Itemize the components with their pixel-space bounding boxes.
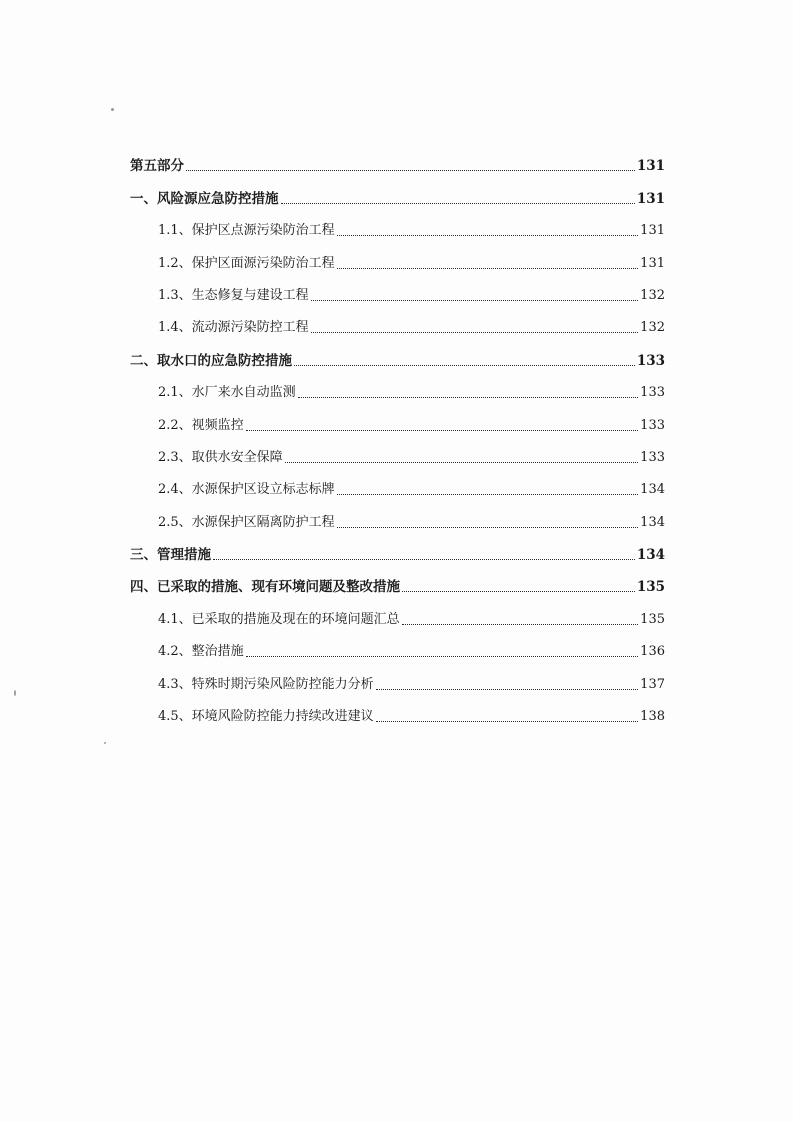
toc-dot-leader	[294, 365, 635, 366]
toc-dot-leader	[311, 332, 638, 333]
toc-entry-page: 133	[636, 352, 665, 369]
toc-entry-page: 134	[640, 482, 665, 498]
toc-entry[interactable]	[130, 336, 665, 368]
toc-dot-leader	[246, 656, 638, 657]
toc-dot-leader	[213, 559, 635, 560]
toc-dot-leader	[337, 527, 638, 528]
scan-speck	[14, 690, 16, 696]
toc-dot-leader	[337, 268, 638, 269]
toc-entry[interactable]	[130, 304, 665, 336]
toc-entry-title: 四、已采取的措施、现有环境问题及整改措施	[130, 579, 400, 596]
toc-entry-title: 2.5、水源保护区隔离防护工程	[158, 514, 335, 530]
toc-entry-page: 135	[636, 579, 665, 596]
toc-entry[interactable]	[130, 595, 665, 627]
toc-dot-leader	[311, 300, 638, 301]
toc-dot-leader	[298, 397, 638, 398]
toc-entry[interactable]	[130, 207, 665, 239]
toc-entry-title: 2.2、视频监控	[158, 417, 244, 433]
toc-entry-title: 三、管理措施	[130, 547, 211, 564]
toc-entry-title: 4.1、已采取的措施及现在的环境问题汇总	[158, 611, 400, 627]
toc-dot-leader	[337, 494, 638, 495]
toc-entry-title: 4.2、整治措施	[158, 644, 244, 660]
toc-entry-page: 134	[636, 547, 665, 564]
toc-dot-leader	[186, 170, 635, 171]
toc-entry-title: 二、取水口的应急防控措施	[130, 352, 292, 369]
toc-entry[interactable]	[130, 531, 665, 563]
toc-entry-title: 1.1、保护区点源污染防治工程	[158, 223, 335, 239]
toc-entry-title: 4.3、特殊时期污染风险防控能力分析	[158, 676, 374, 692]
toc-dot-leader	[376, 721, 638, 722]
toc-entry[interactable]	[130, 272, 665, 304]
table-of-contents	[130, 142, 665, 725]
toc-entry-title: 4.5、环境风险防控能力持续改进建议	[158, 709, 374, 725]
toc-entry-page: 136	[640, 644, 665, 660]
toc-entry-title: 第五部分	[130, 158, 184, 175]
toc-entry-title: 1.4、流动源污染防控工程	[158, 320, 309, 336]
scan-speck	[111, 108, 114, 111]
toc-entry[interactable]	[130, 693, 665, 725]
toc-entry[interactable]	[130, 628, 665, 660]
toc-dot-leader	[285, 462, 638, 463]
toc-entry-title: 1.3、生态修复与建设工程	[158, 287, 309, 303]
toc-dot-leader	[281, 203, 635, 204]
toc-entry-page: 133	[640, 417, 665, 433]
toc-entry-page: 134	[640, 514, 665, 530]
toc-entry[interactable]	[130, 498, 665, 530]
toc-entry-title: 2.1、水厂来水自动监测	[158, 385, 296, 401]
toc-entry-page: 135	[640, 611, 665, 627]
toc-entry[interactable]	[130, 142, 665, 174]
toc-entry-page: 132	[640, 320, 665, 336]
toc-entry-page: 131	[636, 158, 665, 175]
toc-entry-title: 1.2、保护区面源污染防治工程	[158, 255, 335, 271]
toc-dot-leader	[246, 430, 638, 431]
toc-entry-page: 131	[640, 223, 665, 239]
toc-entry-page: 137	[640, 676, 665, 692]
toc-entry-title: 一、风险源应急防控措施	[130, 190, 279, 207]
toc-entry[interactable]	[130, 466, 665, 498]
toc-entry[interactable]	[130, 660, 665, 692]
toc-entry[interactable]	[130, 239, 665, 271]
toc-entry[interactable]	[130, 369, 665, 401]
toc-entry-page: 131	[640, 255, 665, 271]
toc-dot-leader	[376, 689, 638, 690]
toc-entry[interactable]	[130, 434, 665, 466]
toc-entry-title: 2.4、水源保护区设立标志标牌	[158, 482, 335, 498]
toc-entry-title: 2.3、取供水安全保障	[158, 449, 283, 465]
toc-entry-page: 138	[640, 709, 665, 725]
scan-speck	[104, 742, 106, 744]
toc-entry-page: 133	[640, 449, 665, 465]
toc-entry-page: 133	[640, 385, 665, 401]
toc-entry-page: 131	[636, 190, 665, 207]
toc-entry[interactable]	[130, 174, 665, 206]
toc-dot-leader	[402, 591, 635, 592]
toc-dot-leader	[337, 235, 638, 236]
toc-entry[interactable]	[130, 563, 665, 595]
toc-entry-page: 132	[640, 287, 665, 303]
toc-dot-leader	[402, 624, 638, 625]
toc-entry[interactable]	[130, 401, 665, 433]
